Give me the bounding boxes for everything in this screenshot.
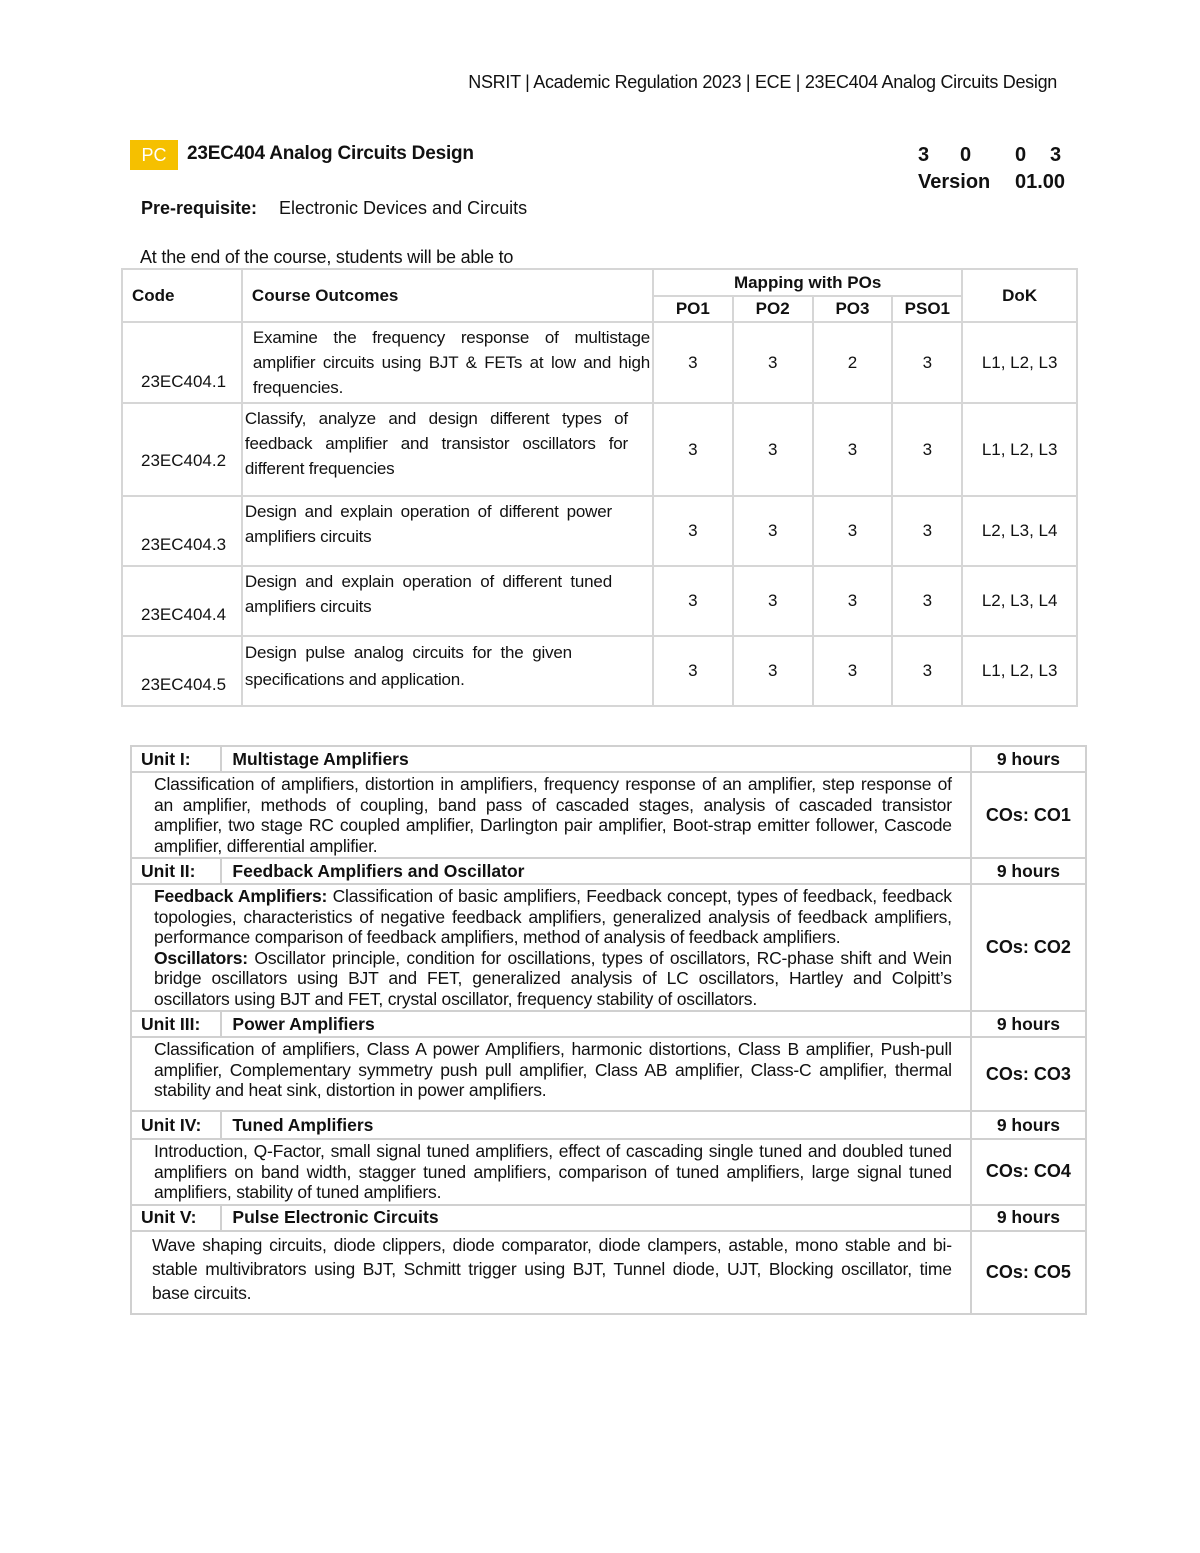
unit-name: Power Amplifiers (221, 1011, 970, 1037)
unit-body-row (131, 772, 1086, 858)
unit-label: Unit II: (131, 858, 221, 884)
co-dok: L2, L3, L4 (962, 496, 1077, 566)
header-mapping: Mapping with POs (653, 269, 962, 296)
co-po3: 3 (813, 566, 893, 636)
oscillators-label: Oscillators: (154, 947, 248, 968)
unit-content (131, 884, 971, 1011)
header-po1: PO1 (653, 296, 733, 322)
table-row (122, 322, 1077, 403)
page-header: NSRIT | Academic Regulation 2023 | ECE | 23EC404 Analog Circuits Design (468, 72, 1057, 92)
prereq-value: Electronic Devices and Circuits (279, 198, 528, 218)
header-outcomes: Course Outcomes (242, 269, 653, 322)
unit-cos: COs: CO4 (971, 1139, 1086, 1205)
co-po2: 3 (733, 322, 813, 403)
co-po1: 3 (653, 496, 733, 566)
unit-body-row (131, 1231, 1086, 1314)
co-po2: 3 (733, 566, 813, 636)
version-label: Version (918, 171, 991, 193)
unit-hours: 9 hours (971, 746, 1086, 772)
co-text: Design and explain operation of different tuned amplifiers circuits (242, 566, 653, 636)
unit-label: Unit IV: (131, 1111, 221, 1139)
unit-content: Introduction, Q-Factor, small signal tuned amplifiers, effect of cascading single tuned and doubled tuned amplifiers on band width, stagger tuned amplifiers, comparison of tuned amplifiers, large signal tuned amplifiers, stability of tuned amplifiers. (131, 1139, 971, 1205)
unit-hours: 9 hours (971, 858, 1086, 884)
co-text: Classify, analyze and design different types of feedback amplifier and transistor oscillators for different frequencies (242, 403, 653, 496)
unit-hours: 9 hours (971, 1205, 1086, 1231)
co-po2: 3 (733, 496, 813, 566)
unit-body-row (131, 1037, 1086, 1111)
unit-name: Pulse Electronic Circuits (221, 1205, 970, 1231)
unit-content: Classification of amplifiers, Class A power Amplifiers, harmonic distortions, Class B amplifier, Push-pull amplifier, Complementary symmetry push pull amplifier, Class AB amplifier, Class-C amplifier, thermal stability and heat sink, distortion in power amplifiers. (131, 1037, 971, 1111)
co-dok: L2, L3, L4 (962, 566, 1077, 636)
prerequisite (141, 198, 528, 219)
table-row (122, 566, 1077, 636)
co-po2: 3 (733, 403, 813, 496)
header-pso1: PSO1 (892, 296, 962, 322)
table-row (122, 403, 1077, 496)
co-code: 23EC404.5 (122, 636, 242, 706)
unit-header-row (131, 1011, 1086, 1037)
unit-cos: COs: CO1 (971, 772, 1086, 858)
unit-header-row (131, 746, 1086, 772)
co-po3: 2 (813, 322, 893, 403)
co-po1: 3 (653, 566, 733, 636)
course-outcomes-table (121, 268, 1078, 707)
feedback-text: Classification of basic amplifiers, Feedback concept, types of feedback, feedback topologies, characteristics of negative feedback amplifiers, generalized analysis of feedback amplifiers, performance comparison of feedback amplifiers, method of analysis of feedback amplifiers. (154, 886, 952, 947)
co-text: Design pulse analog circuits for the given specifications and application. (242, 636, 653, 706)
co-dok: L1, L2, L3 (962, 403, 1077, 496)
table-row (122, 636, 1077, 706)
credit-c: 3 (1050, 144, 1062, 166)
co-dok: L1, L2, L3 (962, 636, 1077, 706)
co-pso1: 3 (892, 566, 962, 636)
unit-name: Multistage Amplifiers (221, 746, 970, 772)
unit-label: Unit V: (131, 1205, 221, 1231)
co-po3: 3 (813, 636, 893, 706)
co-po3: 3 (813, 496, 893, 566)
unit-header-row (131, 858, 1086, 884)
unit-header-row (131, 1111, 1086, 1139)
co-code: 23EC404.3 (122, 496, 242, 566)
table-row (122, 496, 1077, 566)
header-po3: PO3 (813, 296, 893, 322)
unit-name: Feedback Amplifiers and Oscillator (221, 858, 970, 884)
header-po2: PO2 (733, 296, 813, 322)
co-pso1: 3 (892, 636, 962, 706)
co-code: 23EC404.1 (122, 322, 242, 403)
co-pso1: 3 (892, 403, 962, 496)
co-text: Examine the frequency response of multistage amplifier circuits using BJT & FETs at low and high frequencies. (242, 322, 653, 403)
co-text: Design and explain operation of different power amplifiers circuits (242, 496, 653, 566)
header-dok: DoK (962, 269, 1077, 322)
co-dok: L1, L2, L3 (962, 322, 1077, 403)
course-title: 23EC404 Analog Circuits Design (187, 143, 474, 164)
outcomes-intro: At the end of the course, students will be able to (140, 247, 514, 267)
co-code: 23EC404.2 (122, 403, 242, 496)
prereq-label: Pre-requisite: (141, 198, 258, 218)
unit-content: Classification of amplifiers, distortion in amplifiers, frequency response of an amplifier, step response of an amplifier, methods of coupling, band pass of cascaded stages, analysis of cascaded transistor amplifier, two stage RC coupled amplifier, Darlington pair amplifier, Boot-strap emitter follower, Cascode amplifier, differential amplifier. (131, 772, 971, 858)
credit-p: 0 (1015, 144, 1027, 166)
unit-hours: 9 hours (971, 1111, 1086, 1139)
unit-hours: 9 hours (971, 1011, 1086, 1037)
header-code: Code (122, 269, 242, 322)
unit-cos: COs: CO3 (971, 1037, 1086, 1111)
co-pso1: 3 (892, 322, 962, 403)
credit-t: 0 (960, 144, 972, 166)
category-badge: PC (130, 140, 178, 170)
co-code: 23EC404.4 (122, 566, 242, 636)
version-value: 01.00 (1015, 171, 1066, 193)
unit-body-row (131, 1139, 1086, 1205)
unit-cos: COs: CO2 (971, 884, 1086, 1011)
unit-cos: COs: CO5 (971, 1231, 1086, 1314)
credit-l: 3 (918, 144, 930, 166)
co-po1: 3 (653, 322, 733, 403)
unit-name: Tuned Amplifiers (221, 1111, 970, 1139)
unit-header-row (131, 1205, 1086, 1231)
unit-label: Unit I: (131, 746, 221, 772)
feedback-label: Feedback Amplifiers: (154, 886, 328, 906)
syllabus-units-table (130, 745, 1087, 1315)
co-po2: 3 (733, 636, 813, 706)
co-po1: 3 (653, 403, 733, 496)
unit-content: Wave shaping circuits, diode clippers, diode comparator, diode clampers, astable, mono stable and bi-stable multivibrators using BJT, Schmitt trigger using BJT, Tunnel diode, UJT, Blocking oscillator, time base circuits. (131, 1231, 971, 1314)
unit-body-row (131, 884, 1086, 1011)
unit-label: Unit III: (131, 1011, 221, 1037)
co-po3: 3 (813, 403, 893, 496)
co-po1: 3 (653, 636, 733, 706)
oscillators-text: Oscillator principle, condition for oscillations, types of oscillators, RC-phase shift and Wein bridge oscillators using BJT and FET, generalized analysis of LC oscillators, Hartley and Colpitt’s oscillators using BJT and FET, crystal oscillator, frequency stability of oscillators. (154, 947, 952, 1009)
co-pso1: 3 (892, 496, 962, 566)
